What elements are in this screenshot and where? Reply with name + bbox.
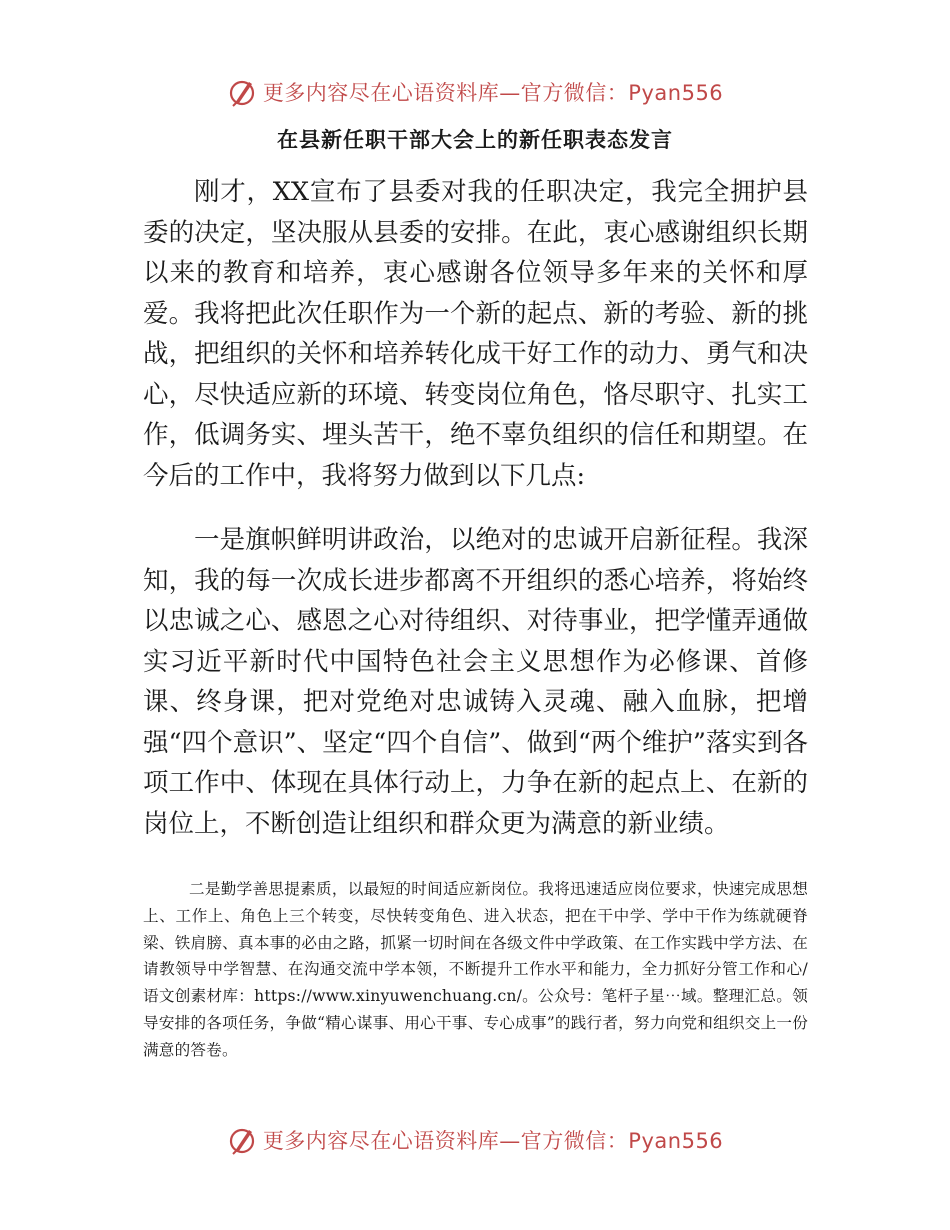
paragraph-intro: 刚才，XX宣布了县委对我的任职决定，我完全拥护县委的决定，坚决服从县委的安排。在此，衷心感谢组织长期以来的教育和培养，衷心感谢各位领导多年来的关怀和厚爱。我将把此次任职作为一个新的起点、新的考验、新的挑战，把组织的关怀和培养转化成干好工作的动力、勇气和决心，尽快适应新的环境、转变岗位角色，恪尽职守、扎实工作，低调务实、埋头苦干，绝不辜负组织的信任和期望。在今后的工作中，我将努力做到以下几点: (143, 177, 808, 491)
paragraph-point-two: 二是勤学善思提素质，以最短的时间适应新岗位。我将迅速适应岗位要求，快速完成思想上、工作上、角色上三个转变，尽快转变角色、进入状态，把在干中学、学中干作为练就硬脊梁、铁肩膀、真本事的必由之路，抓紧一切时间在各级文件中学政策、在工作实践中学方法、在请教领导中学智慧、在沟通交流中学本领，不断提升工作水平和能力，全力抓好分管工作和心/语文创素材库：https://www.xinyuwenchuang.cn/。公众号：笔杆子星⋯域。整理汇总。领导安排的各项任务，争做“精心谋事、用心干事、专心成事”的践行者，努力向党和组织交上一份满意的答卷。 (143, 880, 808, 1059)
paragraph-point-one: 一是旗帜鲜明讲政治，以绝对的忠诚开启新征程。我深知，我的每一次成长进步都离不开组织的悉心培养，将始终以忠诚之心、感恩之心对待组织、对待事业，把学懂弄通做实习近平新时代中国特色社会主义思想作为必修课、首修课、终身课，把对党绝对忠诚铸入灵魂、融入血脉，把增强“四个意识”、坚定“四个自信”、做到“两个维护”落实到各项工作中、体现在具体行动上，力争在新的起点上、在新的岗位上，不断创造让组织和群众更为满意的新业绩。 (143, 525, 808, 839)
document-title: 在县新任职干部大会上的新任职表态发言 (277, 127, 673, 152)
header-banner-text: 更多内容尽在心语资料库—官方微信：Pyan556 (262, 81, 724, 105)
header-banner (0, 72, 950, 112)
quill-pen-logo-icon (227, 77, 257, 107)
footer-banner (0, 1120, 950, 1160)
footer-banner-text: 更多内容尽在心语资料库—官方微信：Pyan556 (262, 1129, 724, 1153)
quill-pen-logo-icon (227, 1125, 257, 1155)
